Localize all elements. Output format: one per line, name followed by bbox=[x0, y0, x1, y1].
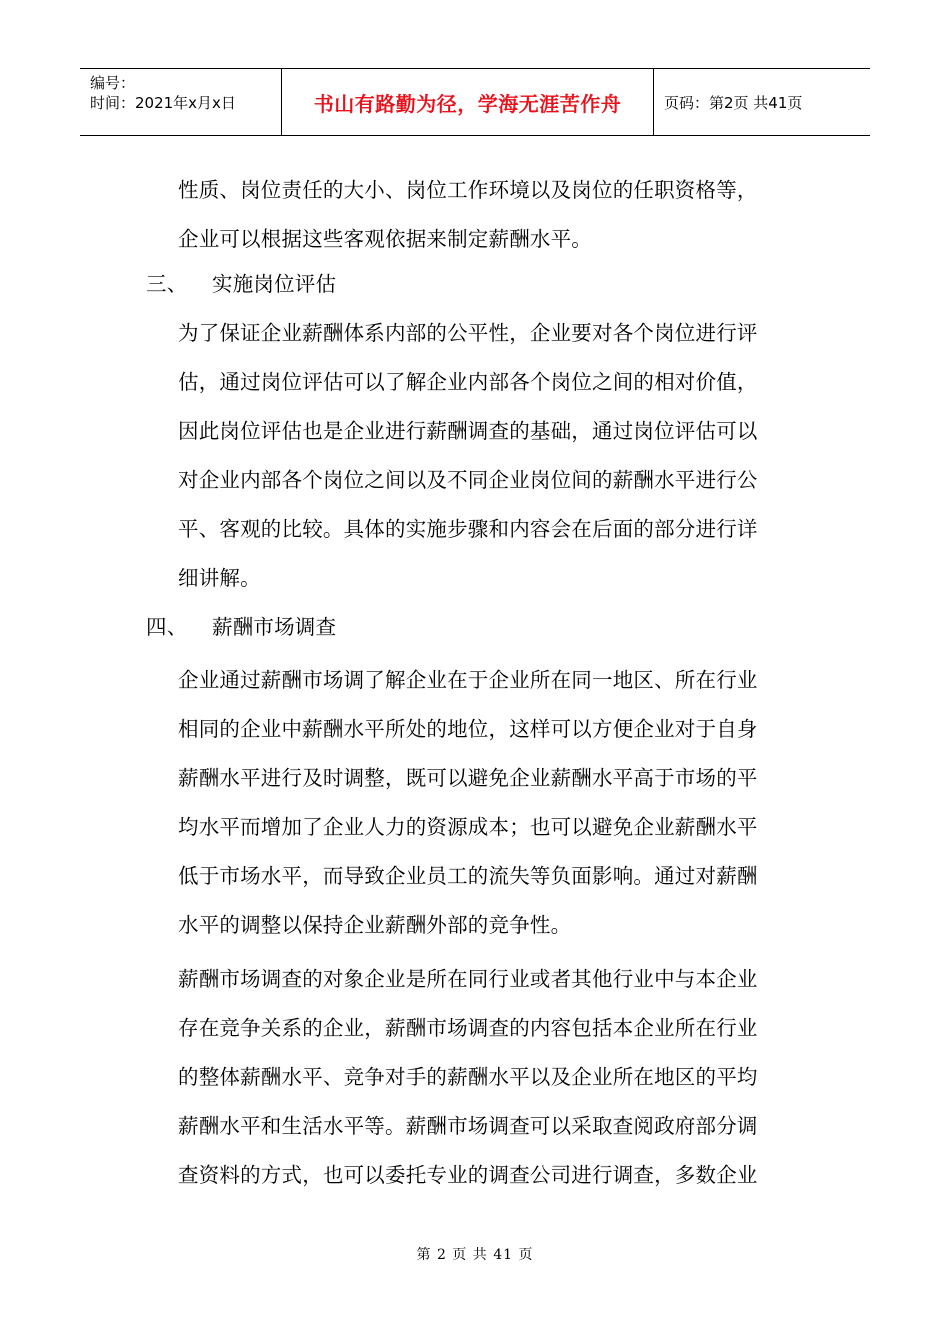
document-time-label: 时间：2021年x月x日 bbox=[90, 94, 236, 112]
paragraph-line: 对企业内部各个岗位之间以及不同企业岗位间的薪酬水平进行公 bbox=[178, 468, 758, 492]
section-title: 实施岗位评估 bbox=[212, 272, 337, 296]
section-title: 薪酬市场调查 bbox=[212, 615, 337, 639]
paragraph-line: 存在竞争关系的企业，薪酬市场调查的内容包括本企业所在行业 bbox=[178, 1016, 758, 1040]
paragraph-line: 查资料的方式，也可以委托专业的调查公司进行调查，多数企业 bbox=[178, 1163, 758, 1187]
paragraph-line: 因此岗位评估也是企业进行薪酬调查的基础，通过岗位评估可以 bbox=[178, 419, 758, 443]
section-number: 四、 bbox=[146, 615, 188, 639]
paragraph-line: 均水平而增加了企业人力的资源成本；也可以避免企业薪酬水平 bbox=[178, 815, 758, 839]
section-heading bbox=[146, 269, 336, 299]
document-number-label: 编号： bbox=[90, 74, 136, 92]
header-motto: 书山有路勤为径，学海无涯苦作舟 bbox=[282, 69, 654, 135]
paragraph-line: 相同的企业中薪酬水平所处的地位，这样可以方便企业对于自身 bbox=[178, 717, 758, 741]
paragraph-line: 性质、岗位责任的大小、岗位工作环境以及岗位的任职资格等， bbox=[178, 178, 758, 202]
section-heading bbox=[146, 612, 336, 642]
section-number: 三、 bbox=[146, 272, 188, 296]
paragraph-line: 细讲解。 bbox=[178, 566, 261, 590]
paragraph-line: 薪酬水平进行及时调整，既可以避免企业薪酬水平高于市场的平 bbox=[178, 766, 758, 790]
paragraph-line: 平、客观的比较。具体的实施步骤和内容会在后面的部分进行详 bbox=[178, 517, 758, 541]
page-footer: 第 2 页 共 41 页 bbox=[416, 1247, 534, 1263]
paragraph-line: 薪酬水平和生活水平等。薪酬市场调查可以采取查阅政府部分调 bbox=[178, 1114, 758, 1138]
paragraph-line: 企业通过薪酬市场调了解企业在于企业所在同一地区、所在行业 bbox=[178, 668, 758, 692]
paragraph-line: 企业可以根据这些客观依据来制定薪酬水平。 bbox=[178, 227, 592, 251]
paragraph-line: 薪酬市场调查的对象企业是所在同行业或者其他行业中与本企业 bbox=[178, 967, 758, 991]
header-meta bbox=[80, 69, 282, 135]
header-page-info: 页码：第2页 共41页 bbox=[664, 93, 803, 112]
paragraph-line: 水平的调整以保持企业薪酬外部的竞争性。 bbox=[178, 913, 572, 937]
paragraph-line: 估，通过岗位评估可以了解企业内部各个岗位之间的相对价值， bbox=[178, 370, 758, 394]
paragraph-line: 低于市场水平，而导致企业员工的流失等负面影响。通过对薪酬 bbox=[178, 864, 758, 888]
paragraph-line: 的整体薪酬水平、竞争对手的薪酬水平以及企业所在地区的平均 bbox=[178, 1065, 758, 1089]
page-header bbox=[80, 68, 870, 136]
paragraph-line: 为了保证企业薪酬体系内部的公平性，企业要对各个岗位进行评 bbox=[178, 321, 758, 345]
